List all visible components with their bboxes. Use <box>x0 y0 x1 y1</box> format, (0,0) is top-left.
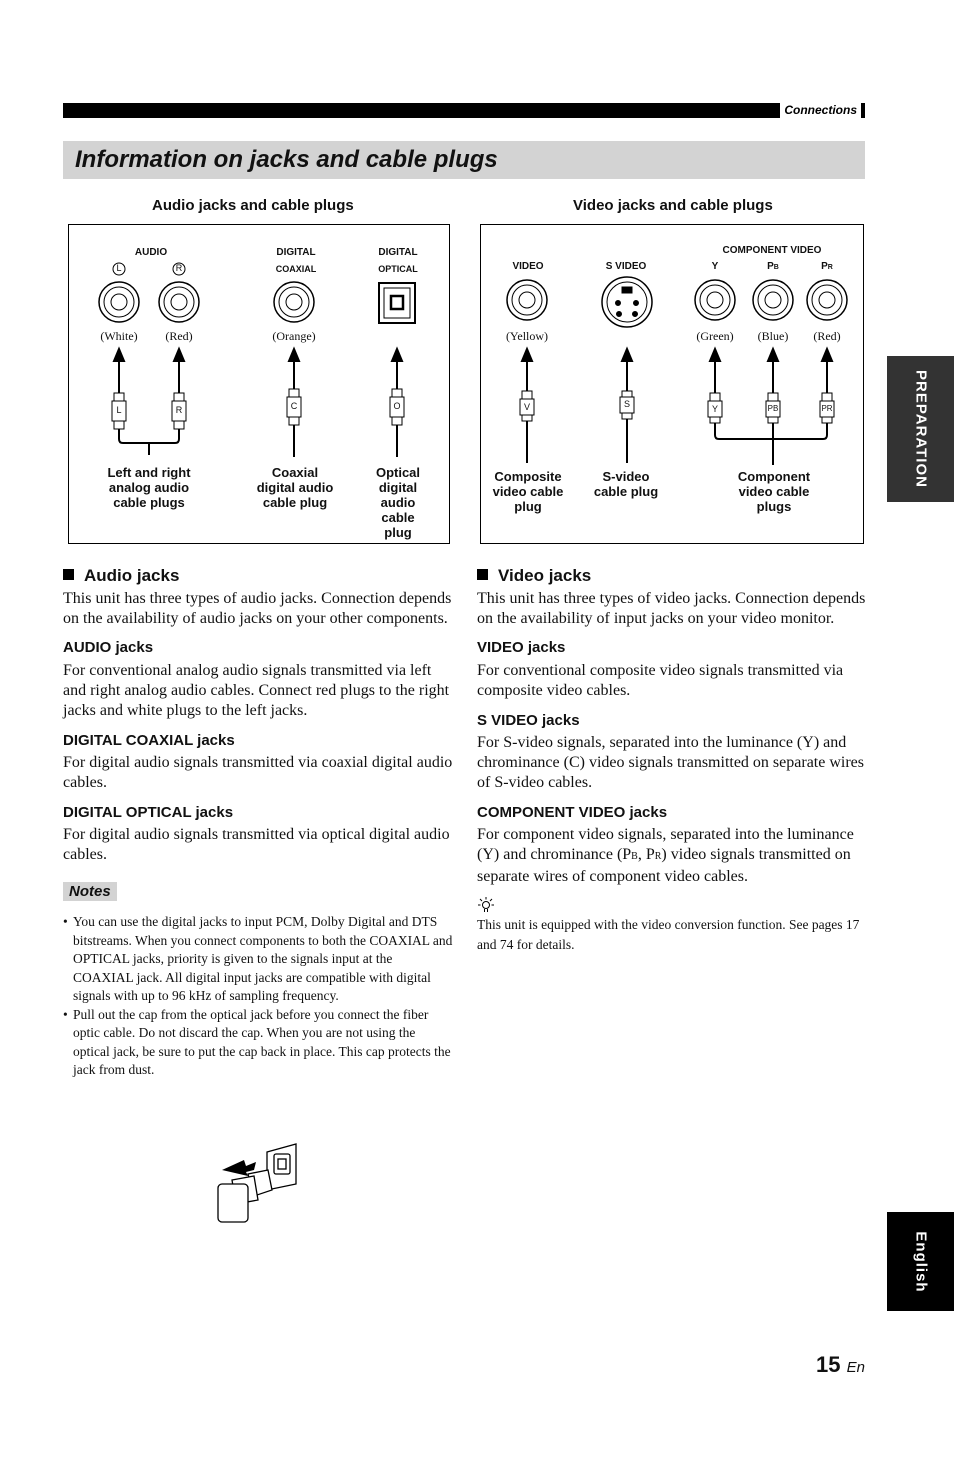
svideo-jacks-subheading: S VIDEO jacks <box>477 712 580 729</box>
audio-diagram-heading: Audio jacks and cable plugs <box>152 197 354 214</box>
yellow-color-label: (Yellow) <box>505 329 549 343</box>
notes-label: Notes <box>63 882 117 901</box>
red-color-label: (Red) <box>813 329 841 343</box>
optical-plug-description <box>373 465 424 540</box>
component-pb-jack <box>753 280 793 320</box>
plug-y-letter: Y <box>711 404 719 414</box>
video-jacks-subheading: VIDEO jacks <box>477 639 566 656</box>
svideo-jacks-text: For S-video signals, separated into the luminance (Y) and chrominance (C) video signals transmitted on separate wires of S-video cables. <box>477 734 864 791</box>
desc-line: Coaxial <box>271 465 319 480</box>
desc-line: audio cable <box>380 495 416 525</box>
desc-line: cable plugs <box>113 495 185 510</box>
optical-label: OPTICAL <box>378 264 418 274</box>
audio-label: AUDIO <box>134 247 168 258</box>
desc-line: S-video <box>602 469 650 484</box>
desc-line: plug <box>514 499 542 514</box>
component-jacks-subheading: COMPONENT VIDEO jacks <box>477 804 668 821</box>
desc-line: digital <box>378 480 418 495</box>
component-plug-description <box>738 469 810 514</box>
video-jacks-section <box>477 566 867 954</box>
audio-diagram <box>68 224 450 544</box>
orange-color-label: (Orange) <box>272 329 316 343</box>
optical-cap-illustration <box>212 1140 302 1225</box>
pr-label: PR <box>821 261 833 272</box>
component-pr-jack <box>807 280 847 320</box>
video-jacks-heading: Video jacks <box>477 566 867 586</box>
composite-jack <box>507 280 547 320</box>
english-tab-label: English <box>912 1230 929 1293</box>
audio-jacks-subheading: AUDIO jacks <box>63 639 154 656</box>
audio-l-jack <box>99 282 139 322</box>
svideo-jack <box>602 277 652 327</box>
desc-line: Component <box>737 469 811 484</box>
video-diagram-heading: Video jacks and cable plugs <box>573 197 773 214</box>
desc-line: analog audio <box>108 480 190 495</box>
desc-line: Composite <box>494 469 562 484</box>
english-tab <box>887 1212 954 1311</box>
plug-o-letter: O <box>393 401 401 411</box>
blue-color-label: (Blue) <box>757 329 789 343</box>
page-number: 15 En <box>816 1352 865 1377</box>
desc-line: video cable <box>738 484 810 499</box>
audio-r-jack <box>159 282 199 322</box>
pb-label: PB <box>767 261 779 272</box>
desc-line: cable plug <box>593 484 659 499</box>
desc-line: digital audio <box>256 480 334 495</box>
plug-r-letter: R <box>175 405 183 415</box>
audio-intro: This unit has three types of audio jacks. Connection depends on the availability of audio jacks on your other components. <box>63 590 452 627</box>
white-color-label: (White) <box>100 329 138 343</box>
coaxial-jacks-text: For digital audio signals transmitted via coaxial digital audio cables. <box>63 754 453 791</box>
bullet-square <box>477 569 488 580</box>
l-marker: L <box>116 263 122 273</box>
coaxial-plug-description <box>257 465 334 510</box>
component-video-label: COMPONENT VIDEO <box>722 245 822 256</box>
coaxial-label: COAXIAL <box>275 264 317 274</box>
audio-jacks-section <box>63 566 453 1080</box>
coaxial-jacks-subheading: DIGITAL COAXIAL jacks <box>63 732 235 749</box>
plug-l-letter: L <box>116 405 122 415</box>
component-y-jack <box>695 280 735 320</box>
plug-s-letter: S <box>623 399 631 409</box>
digital-coaxial-label: DIGITAL <box>276 247 316 258</box>
red-color-label: (Red) <box>165 329 193 343</box>
digital-optical-label: DIGITAL <box>378 247 418 258</box>
r-marker: R <box>175 263 183 273</box>
desc-line: plugs <box>756 499 792 514</box>
desc-line: plug <box>384 525 412 540</box>
title-band <box>63 141 865 179</box>
coaxial-jack <box>274 282 314 322</box>
section-label: Connections <box>780 103 861 118</box>
svideo-label: S VIDEO <box>605 261 647 272</box>
svideo-plug-description <box>594 469 658 499</box>
component-jacks-text: For component video signals, separated into the luminance (Y) and chrominance (PB, PR) video signals transmitted on separate wires of component video cables. <box>477 826 854 885</box>
note-item: • Pull out the cap from the optical jack before you connect the fiber optic cable. Do not discard the cap. When you are not using the optical jack, be sure to put the cap back in place. This cap protects the jack from dust. <box>63 1006 453 1080</box>
plug-c-letter: C <box>290 401 298 411</box>
audio-jacks-heading: Audio jacks <box>63 566 453 586</box>
preparation-tab-label: PREPARATION <box>912 370 929 488</box>
lightbulb-icon <box>477 897 495 913</box>
desc-line: Left and right <box>107 465 191 480</box>
header-bar <box>63 103 865 118</box>
desc-line: video cable <box>492 484 564 499</box>
video-label: VIDEO <box>512 261 544 272</box>
plug-pb-letter: PB <box>767 404 779 413</box>
green-color-label: (Green) <box>696 329 734 343</box>
video-diagram <box>480 224 864 544</box>
optical-jacks-text: For digital audio signals transmitted via optical digital audio cables. <box>63 826 450 863</box>
plug-v-letter: V <box>523 402 531 412</box>
preparation-tab <box>887 356 954 502</box>
y-label: Y <box>711 261 719 272</box>
bullet-square <box>63 569 74 580</box>
tip-text: This unit is equipped with the video conversion function. See pages 17 and 74 for details. <box>477 917 860 952</box>
note-item: • You can use the digital jacks to input PCM, Dolby Digital and DTS bitstreams. When you connect components to both the COAXIAL and OPTICAL jacks, priority is given to the signals input at the COAXIAL jack. All digital input jacks are compatible with digital signals with up to 96 kHz of sampling frequency. <box>63 913 453 1006</box>
notes-list <box>63 913 453 1080</box>
audio-jacks-text: For conventional analog audio signals transmitted via left and right analog audio cables. Connect red plugs to the right jacks and white plugs to the left jacks. <box>63 662 450 719</box>
composite-plug-description <box>493 469 564 514</box>
video-jacks-text: For conventional composite video signals transmitted via composite video cables. <box>477 662 844 699</box>
page-title: Information on jacks and cable plugs <box>75 146 498 173</box>
desc-line: cable plug <box>262 495 328 510</box>
optical-jack <box>379 283 415 323</box>
optical-jacks-subheading: DIGITAL OPTICAL jacks <box>63 804 234 821</box>
analog-plug-description <box>107 465 190 510</box>
plug-pr-letter: PR <box>821 404 833 413</box>
desc-line: Optical <box>375 465 421 480</box>
video-intro: This unit has three types of video jacks. Connection depends on the availability of input jacks on your video monitor. <box>477 590 866 627</box>
